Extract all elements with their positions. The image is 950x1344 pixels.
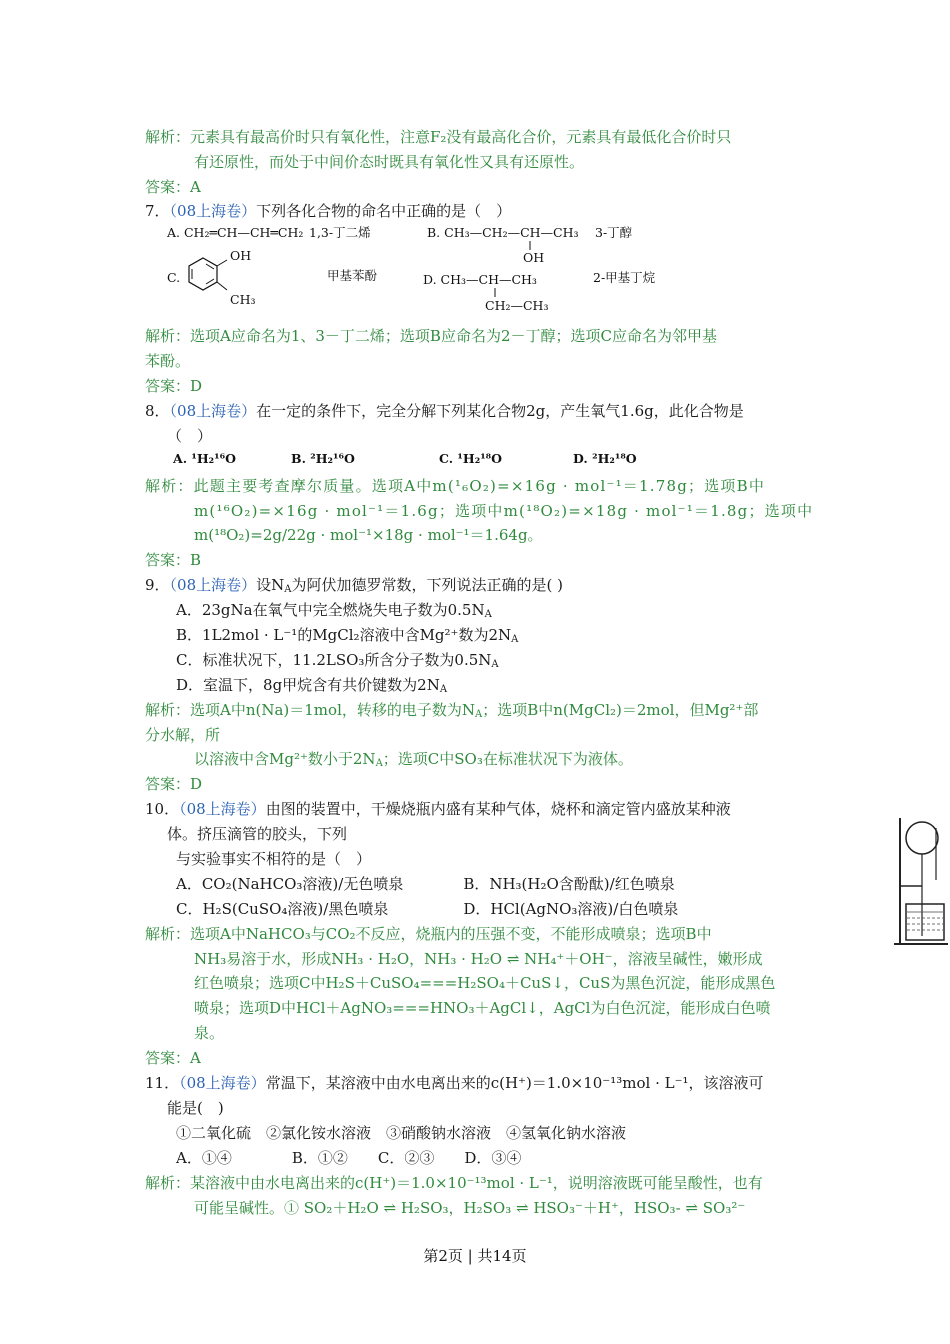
- text-line: [176, 1121, 815, 1145]
- text-run: ①二氧化硫 ②氯化铵水溶液 ③硝酸钠水溶液 ④氢氧化钠水溶液: [176, 1124, 627, 1142]
- text-run: 泉。: [194, 1024, 225, 1042]
- source-tag: （08上海卷）: [169, 402, 257, 420]
- text-line: [167, 1096, 815, 1120]
- q8-option-a: A. ¹H₂¹⁶O: [173, 451, 237, 466]
- source-tag: （08上海卷）: [179, 1074, 266, 1092]
- text-line: [145, 125, 815, 149]
- text-line: [145, 1071, 815, 1095]
- text-run: 体。挤压滴管的胶头，下列: [167, 825, 348, 843]
- text-line: [194, 499, 815, 523]
- text-run: 答案：A: [145, 1049, 201, 1067]
- text-run: A．CO₂(NaHCO₃溶液)/无色喷泉 B．NH₃(H₂O含酚酞)/红色喷泉: [176, 875, 675, 893]
- text-run: 在一定的条件下，完全分解下列某化合物2g，产生氧气1.6g，此化合物是: [256, 402, 744, 420]
- text-run: 答案：B: [145, 551, 202, 569]
- text-run: 9．: [145, 576, 170, 594]
- text-line: [194, 523, 815, 547]
- text-line: [145, 698, 815, 722]
- text-line: [194, 947, 815, 971]
- text-run: 答案：D: [145, 377, 203, 395]
- q7-option-b-formula: B. CH₃—CH₂—CH—CH₃: [427, 225, 579, 240]
- text-line: [194, 150, 815, 174]
- text-run: A: [484, 609, 492, 620]
- text-run: 为阿伏加德罗常数，下列说法正确的是( ): [291, 576, 563, 594]
- text-run: 解析：此题主要考查摩尔质量。选项A中m(¹₆O₂)=×16g · mol⁻¹＝1.78g；选项B中: [145, 477, 766, 495]
- text-line: [145, 199, 815, 223]
- q7-option-c-ch3: CH₃: [230, 292, 256, 307]
- q7-option-b-name: 3-丁醇: [595, 225, 633, 240]
- text-line: [145, 324, 815, 348]
- text-line: [176, 897, 815, 921]
- text-run: A: [511, 634, 519, 645]
- text-run: A: [475, 709, 483, 720]
- q7-option-d-formula: D. CH₃—CH—CH₃: [423, 272, 537, 287]
- text-line: [194, 1196, 815, 1220]
- text-run: 设N: [256, 576, 285, 594]
- text-line: [167, 424, 815, 448]
- text-line: [145, 349, 815, 373]
- text-run: ；选项C中SO₃在标准状况下为液体。: [382, 750, 633, 768]
- q7-option-c-label: C.: [167, 270, 181, 285]
- text-run: D．室温下，8g甲烷含有共价键数为2N: [176, 676, 440, 694]
- text-run: 可能呈碱性。① SO₂＋H₂O ⇌ H₂SO₃，H₂SO₃ ⇌ HSO₃⁻＋H⁺，HSO₃- ⇌ SO₃²⁻: [194, 1199, 746, 1217]
- text-run: 喷泉；选项D中HCl＋AgNO₃===HNO₃＋AgCl↓，AgCl为白色沉淀，能形成白色喷: [194, 999, 771, 1017]
- source-tag: （08上海卷）: [169, 202, 257, 220]
- source-tag: （08上海卷）: [169, 576, 257, 594]
- text-line: [145, 474, 815, 498]
- text-run: A．23gNa在氧气中完全燃烧失电子数为0.5N: [176, 601, 485, 619]
- text-run: 以溶液中含Mg²⁺数小于2N: [194, 750, 376, 768]
- text-run: A: [491, 659, 499, 670]
- text-line: [145, 723, 815, 747]
- text-line: [176, 872, 815, 896]
- text-line: [145, 573, 815, 597]
- text-line: [176, 598, 815, 622]
- text-run: A．①④ B．①② C．②③ D．③④: [176, 1149, 522, 1167]
- text-run: 常温下，某溶液中由水电离出来的c(H⁺)＝1.0×10⁻¹³mol · L⁻¹，该溶液可: [265, 1074, 764, 1092]
- q7-structures-figure: [165, 222, 656, 320]
- text-line: [145, 772, 815, 796]
- text-run: 能是( ): [167, 1099, 224, 1117]
- text-line: [145, 922, 815, 946]
- text-line: [145, 548, 815, 572]
- text-run: 由图的装置中，干燥烧瓶内盛有某种气体，烧杯和滴定管内盛放某种液: [265, 800, 731, 818]
- q8-options-figure: [165, 448, 645, 470]
- text-run: A: [284, 584, 292, 595]
- text-line: [145, 797, 815, 821]
- q7-option-d-branch: CH₂—CH₃: [485, 298, 549, 313]
- page-footer: 第2页 | 共14页: [423, 1247, 527, 1265]
- text-run: 7．: [145, 202, 170, 220]
- text-line: [176, 623, 815, 647]
- text-run: 与实验事实不相符的是（ ）: [176, 850, 372, 868]
- text-line: [145, 175, 815, 199]
- text-line: [145, 1171, 815, 1195]
- text-run: 解析：选项A中NaHCO₃与CO₂不反应，烧瓶内的压强不变，不能形成喷泉；选项B中: [145, 925, 712, 943]
- text-run: m(¹⁶O₂)=×16g · mol⁻¹＝1.6g；选项中m(¹⁸O₂)=×18g · mol⁻¹＝1.8g；选项中: [194, 502, 814, 520]
- text-line: [194, 996, 815, 1020]
- benzene-ring-icon: [189, 258, 227, 290]
- text-run: 答案：D: [145, 775, 203, 793]
- text-line: [176, 1146, 815, 1170]
- fountain-apparatus-icon: [892, 808, 950, 948]
- q7-option-a-formula: A. CH₂═CH—CH═CH₂: [167, 225, 304, 240]
- text-run: A: [375, 758, 383, 769]
- q7-option-b-oh: OH: [523, 250, 545, 265]
- text-run: 解析：元素具有最高价时只有氧化性，注意F₂没有最高化合价，元素具有最低化合价时只: [145, 128, 732, 146]
- q8-option-d: D. ²H₂¹⁸O: [573, 451, 637, 466]
- text-run: 解析：选项A应命名为1、3－丁二烯；选项B应命名为2－丁醇；选项C应命名为邻甲基: [145, 327, 717, 345]
- text-run: 苯酚。: [145, 352, 191, 370]
- text-run: m(¹⁸O₂)=2g/22g · mol⁻¹×18g · mol⁻¹＝1.64g。: [194, 526, 543, 544]
- text-line: [145, 374, 815, 398]
- q7-option-c-name: 甲基苯酚: [327, 268, 378, 283]
- text-run: （ ）: [167, 427, 213, 445]
- text-run: 8．: [145, 402, 170, 420]
- text-run: 解析：某溶液中由水电离出来的c(H⁺)＝1.0×10⁻¹³mol · L⁻¹，说明溶液既可能呈酸性，也有: [145, 1174, 763, 1192]
- text-run: C．H₂S(CuSO₄溶液)/黑色喷泉 D．HCl(AgNO₃溶液)/白色喷泉: [176, 900, 679, 918]
- text-line: [194, 747, 815, 771]
- text-line: [194, 1021, 815, 1045]
- text-line: [176, 847, 815, 871]
- text-line: [167, 822, 815, 846]
- text-line: [145, 1046, 815, 1070]
- text-run: B．1L2mol · L⁻¹的MgCl₂溶液中含Mg²⁺数为2N: [176, 626, 512, 644]
- text-line: [176, 673, 815, 697]
- text-run: 分水解，所: [145, 726, 221, 744]
- text-run: 有还原性，而处于中间价态时既具有氧化性又具有还原性。: [194, 153, 585, 171]
- text-run: 答案：A: [145, 178, 201, 196]
- source-tag: （08上海卷）: [179, 800, 266, 818]
- q7-option-c-oh: OH: [230, 248, 252, 263]
- text-run: NH₃易溶于水，形成NH₃ · H₂O，NH₃ · H₂O ⇌ NH₄⁺＋OH⁻，溶液呈碱性，嫩形成: [194, 950, 763, 968]
- text-line: [145, 399, 815, 423]
- text-run: A: [439, 684, 448, 695]
- text-run: 解析：选项A中n(Na)＝1mol，转移的电子数为N: [145, 701, 475, 719]
- q7-option-a-name: 1,3-丁二烯: [309, 225, 371, 240]
- text-line: [194, 971, 815, 995]
- text-run: 红色喷泉；选项C中H₂S＋CuSO₄===H₂SO₄＋CuS↓，CuS为黑色沉淀，能形成黑色: [194, 974, 776, 992]
- q8-option-c: C. ¹H₂¹⁸O: [439, 451, 503, 466]
- q8-option-b: B. ²H₂¹⁶O: [291, 451, 355, 466]
- text-run: 下列各化合物的命名中正确的是（ ）: [256, 202, 512, 220]
- text-run: 10．: [145, 800, 180, 818]
- text-run: ；选项B中n(MgCl₂)＝2mol，但Mg²⁺部: [482, 701, 759, 719]
- text-run: 11．: [145, 1074, 180, 1092]
- text-run: C．标准状况下，11.2LSO₃所含分子数为0.5N: [176, 651, 492, 669]
- q7-option-d-name: 2-甲基丁烷: [593, 270, 656, 285]
- text-line: [176, 648, 815, 672]
